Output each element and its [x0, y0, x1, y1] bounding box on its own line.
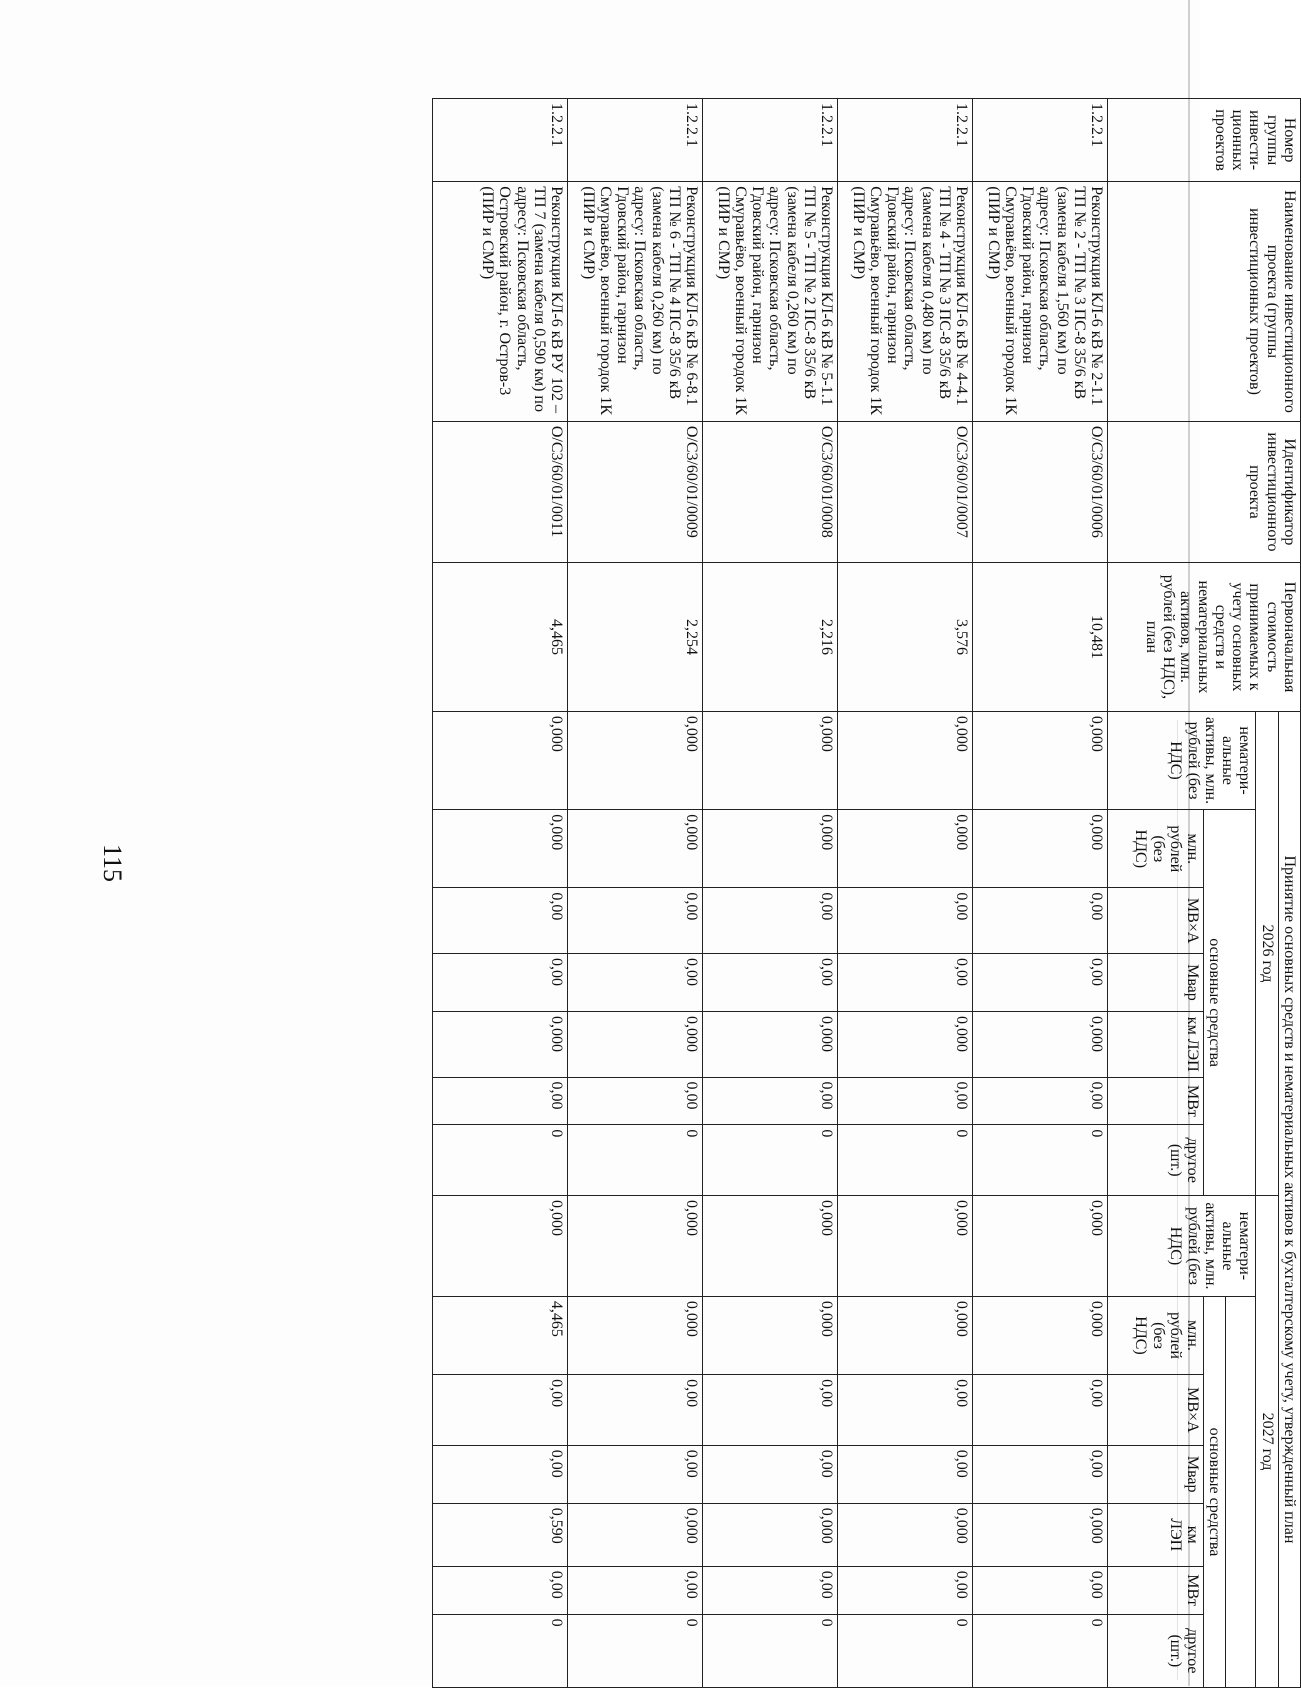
- cell-value: 0,00: [838, 1566, 973, 1614]
- table-rotated-container: [165, 98, 1301, 1688]
- header-fixed-assets-2027: основные средства: [1204, 1296, 1226, 1687]
- cell-value: 0,000: [973, 1011, 1108, 1077]
- cell-project-name: Реконструкция КЛ-6 кВ № 2-1.1 ТП № 2 - ТП № 3 ПС-8 35/6 кВ (замена кабеля 1,560 км) по адресу: Псковская область, Гдовский район, гарнизон Смуравьёво, военный городок 1К (ПИР и СМР): [973, 182, 1108, 422]
- cell-value: 0,000: [433, 711, 568, 809]
- cell-value: 0,000: [838, 810, 973, 888]
- assets-acceptance-table: [432, 98, 1301, 1688]
- cell-value: 0,00: [433, 1375, 568, 1446]
- cell-value: 0,00: [433, 888, 568, 954]
- cell-cost: 4,465: [433, 563, 568, 712]
- cell-identifier: О/С3/60/01/0006: [973, 421, 1108, 562]
- cell-value: 0,00: [568, 1375, 703, 1446]
- cell-value: 0,00: [433, 1566, 568, 1614]
- cell-value: 0,000: [433, 1011, 568, 1077]
- header-initial-cost: Первоначальная стоимость принимаемых к учету основных средств и нематериальных активов, млн. рублей (без НДС), план: [1108, 563, 1301, 712]
- cell-value: 0: [838, 1614, 973, 1687]
- cell-project-name: Реконструкция КЛ-6 кВ № 4-4.1 ТП № 4 - ТП № 3 ПС-8 35/6 кВ (замена кабеля 0,480 км) по адресу: Псковская область, Гдовский район, гарнизон Смуравьёво, военный городок 1К (ПИР и СМР): [838, 182, 973, 422]
- table-row: [568, 99, 703, 1688]
- unit-rub-2027: млн. рублей (без НДС): [1108, 1296, 1204, 1374]
- header-identifier: Идентификатор инвестиционного проекта: [1108, 421, 1301, 562]
- cell-value: 0,000: [703, 810, 838, 888]
- cell-project-name: Реконструкция КЛ-6 кВ РУ 102 –ТП 7 (замена кабеля 0,590 км) по адресу: Псковская область, Островский район, г. Остров-3 (ПИР и СМР): [433, 182, 568, 422]
- cell-value: 0,000: [433, 810, 568, 888]
- unit-mvar-2026: Мвар: [1108, 953, 1204, 1011]
- cell-value: 0,590: [433, 1503, 568, 1566]
- cell-value: 0,00: [973, 953, 1108, 1011]
- cell-value: 0,00: [433, 1077, 568, 1125]
- cell-value: 0,00: [973, 888, 1108, 954]
- cell-identifier: О/С3/60/01/0008: [703, 421, 838, 562]
- cell-value: 0,000: [703, 711, 838, 809]
- cell-value: 0,00: [838, 953, 973, 1011]
- unit-mva-2027: МВ×А: [1108, 1375, 1204, 1446]
- cell-value: 0,000: [703, 1296, 838, 1374]
- table-wrapper: [165, 98, 1301, 1688]
- cell-value: 0,000: [973, 810, 1108, 888]
- unit-other-2027: другое (шт.): [1108, 1614, 1204, 1687]
- cell-value: 0,00: [703, 1566, 838, 1614]
- header-project-name: Наименование инвестиционного проекта (группы инвестиционных проектов): [1108, 182, 1301, 422]
- header-intangible-2026: нематери-альные активы, млн. рублей (без НДС): [1108, 711, 1256, 809]
- cell-value: 4,465: [433, 1296, 568, 1374]
- cell-value: 0,000: [838, 1011, 973, 1077]
- header-blank-2027: [1226, 1296, 1256, 1687]
- cell-cost: 10,481: [973, 563, 1108, 712]
- cell-group: 1.2.2.1: [568, 99, 703, 182]
- cell-value: 0,00: [568, 1445, 703, 1503]
- table-row: [973, 99, 1108, 1688]
- cell-identifier: О/С3/60/01/0011: [433, 421, 568, 562]
- cell-value: 0,00: [973, 1375, 1108, 1446]
- cell-project-name: Реконструкция КЛ-6 кВ № 5-1.1 ТП № 5 - ТП № 2 ПС-8 35/6 кВ (замена кабеля 0,260 км) по адресу: Псковская область, Гдовский район, гарнизон Смуравьёво, военный городок 1К (ПИР и СМР): [703, 182, 838, 422]
- page-number: 115: [98, 843, 127, 883]
- cell-value: 0,00: [568, 1077, 703, 1125]
- cell-value: 0,000: [568, 1196, 703, 1297]
- cell-group: 1.2.2.1: [703, 99, 838, 182]
- cell-value: 0: [568, 1125, 703, 1196]
- cell-value: 0,00: [568, 953, 703, 1011]
- unit-mw-2026: МВт: [1108, 1077, 1204, 1125]
- cell-value: 0,00: [703, 953, 838, 1011]
- cell-value: 0,000: [568, 810, 703, 888]
- cell-value: 0,000: [838, 1296, 973, 1374]
- cell-value: 0,000: [568, 1296, 703, 1374]
- header-intangible-2027: нематери-альные активы, млн. рублей (без НДС): [1108, 1196, 1256, 1297]
- cell-value: 0,000: [703, 1196, 838, 1297]
- unit-mva-2026: МВ×А: [1108, 888, 1204, 954]
- cell-value: 0,000: [568, 1011, 703, 1077]
- cell-value: 0,000: [703, 1011, 838, 1077]
- cell-value: 0: [433, 1614, 568, 1687]
- cell-value: 0,00: [433, 953, 568, 1011]
- table-row: [703, 99, 838, 1688]
- cell-value: 0,00: [973, 1566, 1108, 1614]
- cell-value: 0,00: [973, 1077, 1108, 1125]
- cell-value: 0,000: [568, 1503, 703, 1566]
- cell-value: 0,000: [703, 1503, 838, 1566]
- cell-value: 0,000: [838, 711, 973, 809]
- cell-value: 0,00: [433, 1445, 568, 1503]
- header-acceptance: Принятие основных средств и нематериальных активов к бухгалтерскому учету, утвержденный план: [1278, 711, 1300, 1687]
- unit-mvar-2027: Мвар: [1108, 1445, 1204, 1503]
- unit-rub-2026: млн. рублей (без НДС): [1108, 810, 1204, 888]
- header-group-number: Номер группы инвести-ционных проектов: [1108, 99, 1301, 182]
- cell-value: 0,00: [703, 1375, 838, 1446]
- cell-group: 1.2.2.1: [433, 99, 568, 182]
- header-year-2027: 2027 год: [1256, 1196, 1278, 1688]
- unit-km-2027: км ЛЭП: [1108, 1503, 1204, 1566]
- cell-cost: 3,576: [838, 563, 973, 712]
- unit-other-2026: другое (шт.): [1108, 1125, 1204, 1196]
- cell-identifier: О/С3/60/01/0009: [568, 421, 703, 562]
- cell-group: 1.2.2.1: [838, 99, 973, 182]
- cell-value: 0,000: [838, 1196, 973, 1297]
- cell-value: 0,00: [703, 888, 838, 954]
- cell-value: 0,00: [568, 888, 703, 954]
- cell-identifier: О/С3/60/01/0007: [838, 421, 973, 562]
- cell-project-name: Реконструкция КЛ-6 кВ № 6-8.1 ТП № 6 - ТП № 4 ПС-8 35/6 кВ (замена кабеля 0,260 км) по адресу: Псковская область, Гдовский район, гарнизон Смуравьёво, военный городок 1К (ПИР и СМР): [568, 182, 703, 422]
- cell-value: 0: [838, 1125, 973, 1196]
- cell-value: 0,000: [433, 1196, 568, 1297]
- cell-value: 0,00: [838, 888, 973, 954]
- cell-value: 0,000: [973, 1296, 1108, 1374]
- cell-value: 0,000: [973, 1196, 1108, 1297]
- cell-cost: 2,216: [703, 563, 838, 712]
- cell-value: 0: [703, 1125, 838, 1196]
- header-fixed-assets-2026: основные средства: [1204, 810, 1256, 1196]
- cell-value: 0,000: [838, 1503, 973, 1566]
- unit-mw-2027: МВт: [1108, 1566, 1204, 1614]
- cell-group: 1.2.2.1: [973, 99, 1108, 182]
- cell-value: 0,00: [703, 1077, 838, 1125]
- cell-value: 0,000: [973, 1503, 1108, 1566]
- table-row: [838, 99, 973, 1688]
- cell-value: 0: [568, 1614, 703, 1687]
- cell-value: 0,000: [568, 711, 703, 809]
- table-row: [433, 99, 568, 1688]
- unit-km-2026: км ЛЭП: [1108, 1011, 1204, 1077]
- header-year-2026: 2026 год: [1256, 711, 1278, 1195]
- cell-value: 0,00: [838, 1375, 973, 1446]
- cell-value: 0: [433, 1125, 568, 1196]
- cell-value: 0,00: [973, 1445, 1108, 1503]
- cell-value: 0,000: [973, 711, 1108, 809]
- cell-value: 0,00: [838, 1445, 973, 1503]
- cell-value: 0,00: [703, 1445, 838, 1503]
- cell-value: 0: [973, 1125, 1108, 1196]
- cell-value: 0: [703, 1614, 838, 1687]
- cell-value: 0,00: [568, 1566, 703, 1614]
- cell-cost: 2,254: [568, 563, 703, 712]
- cell-value: 0,00: [838, 1077, 973, 1125]
- cell-value: 0: [973, 1614, 1108, 1687]
